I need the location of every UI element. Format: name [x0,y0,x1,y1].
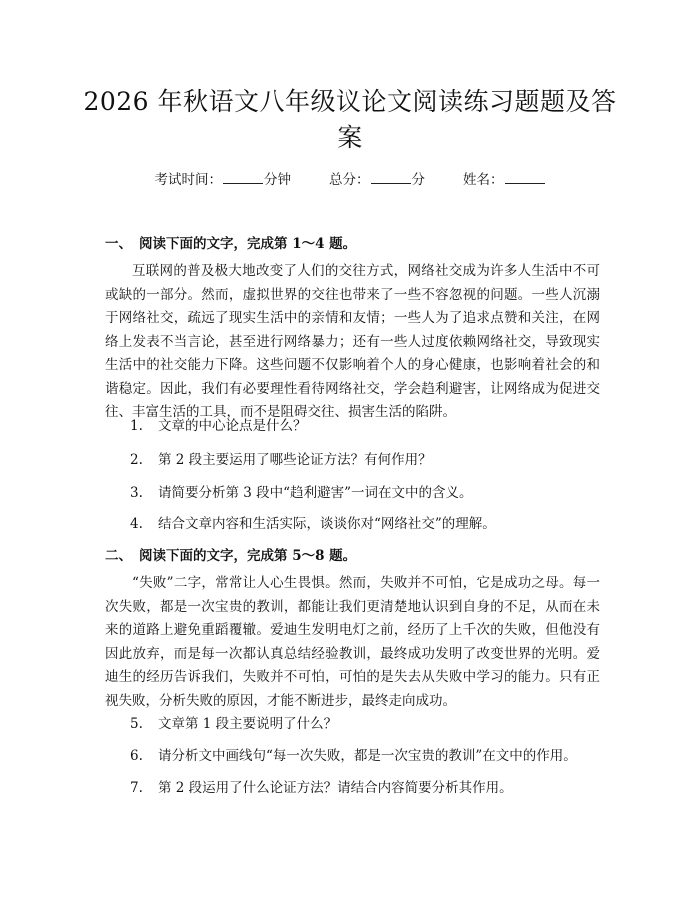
exam-time-unit: 分钟 [264,172,291,188]
question-number: 2. [130,452,143,468]
total-score-blank [371,170,411,184]
exam-time-label: 考试时间： [154,172,222,188]
question-item [130,448,610,468]
total-score-field [329,168,425,188]
exam-time-blank [223,170,263,184]
question-text: 第 2 段运用了什么论证方法？请结合内容简要分析其作用。 [158,780,513,796]
question-text: 请分析文中画线句“每一次失败，都是一次宝贵的教训”在文中的作用。 [158,748,577,764]
question-text: 请简要分析第 3 段中“趋利避害”一词在文中的含义。 [158,485,473,501]
question-item [130,512,610,532]
question-number: 7. [130,780,143,796]
section-2-heading-text: 阅读下面的文字，完成第 5～8 题。 [139,548,357,564]
section-1-heading-text: 阅读下面的文字，完成第 1～4 题。 [139,236,357,252]
section-2-number: 二、 [105,548,132,564]
question-item [130,712,610,732]
question-text: 结合文章内容和生活实际，谈谈你对“网络社交”的理解。 [158,516,496,532]
section-1-passage: 互联网的普及极大地改变了人们的交往方式，网络社交成为许多人生活中不可或缺的一部分。然而，虚拟世界的交往也带来了一些不容忽视的问题。一些人沉溺于网络社交，疏远了现实生活中的亲情和友情；一些人为了追求点赞和关注，在网络上发表不当言论，甚至进行网络暴力；还有一些人过度依赖网络社交，导致现实生活中的社交能力下降。这些问题不仅影响着个人的身心健康，也影响着社会的和谐稳定。因此，我们有必要理性看待网络社交，学会趋利避害，让网络成为促进交往、丰富生活的工具，而不是阻碍交往、损害生活的陷阱。 [105,263,600,420]
student-name-field [463,168,546,188]
question-number: 1. [130,418,143,434]
section-2-passage: “失败”二字，常常让人心生畏惧。然而，失败并不可怕，它是成功之母。每一次失败，都是一次宝贵的教训，都能让我们更清楚地认识到自身的不足，从而在未来的道路上避免重蹈覆辙。爱迪生发明电灯之前，经历了上千次的失败，但他没有因此放弃，而是每一次都认真总结经验教训，最终成功发明了改变世界的光明。爱迪生的经历告诉我们，失败并不可怕，可怕的是失去从失败中学习的能力。只有正视失败，分析失败的原因，才能不断进步，最终走向成功。 [105,575,600,709]
question-number: 4. [130,516,143,532]
student-name-label: 姓名： [463,172,504,188]
question-text: 文章第 1 段主要说明了什么？ [158,716,338,732]
question-text: 文章的中心论点是什么？ [158,418,307,434]
section-1-heading [105,232,605,252]
question-number: 6. [130,748,143,764]
question-number: 3. [130,485,143,501]
total-score-label: 总分： [329,172,370,188]
question-text: 第 2 段主要运用了哪些论证方法？有何作用？ [158,452,432,468]
document-title: 2026 年秋语文八年级议论文阅读练习题题及答案 [83,87,617,152]
exam-info-line [0,168,700,188]
total-score-unit: 分 [411,172,425,188]
question-item [130,481,610,501]
section-2-heading [105,544,605,564]
exam-time-field [155,168,292,188]
question-item [130,414,610,434]
question-item [130,776,610,796]
question-number: 5. [130,716,143,732]
question-item [130,744,610,764]
student-name-blank [505,170,545,184]
section-1-number: 一、 [105,236,132,252]
